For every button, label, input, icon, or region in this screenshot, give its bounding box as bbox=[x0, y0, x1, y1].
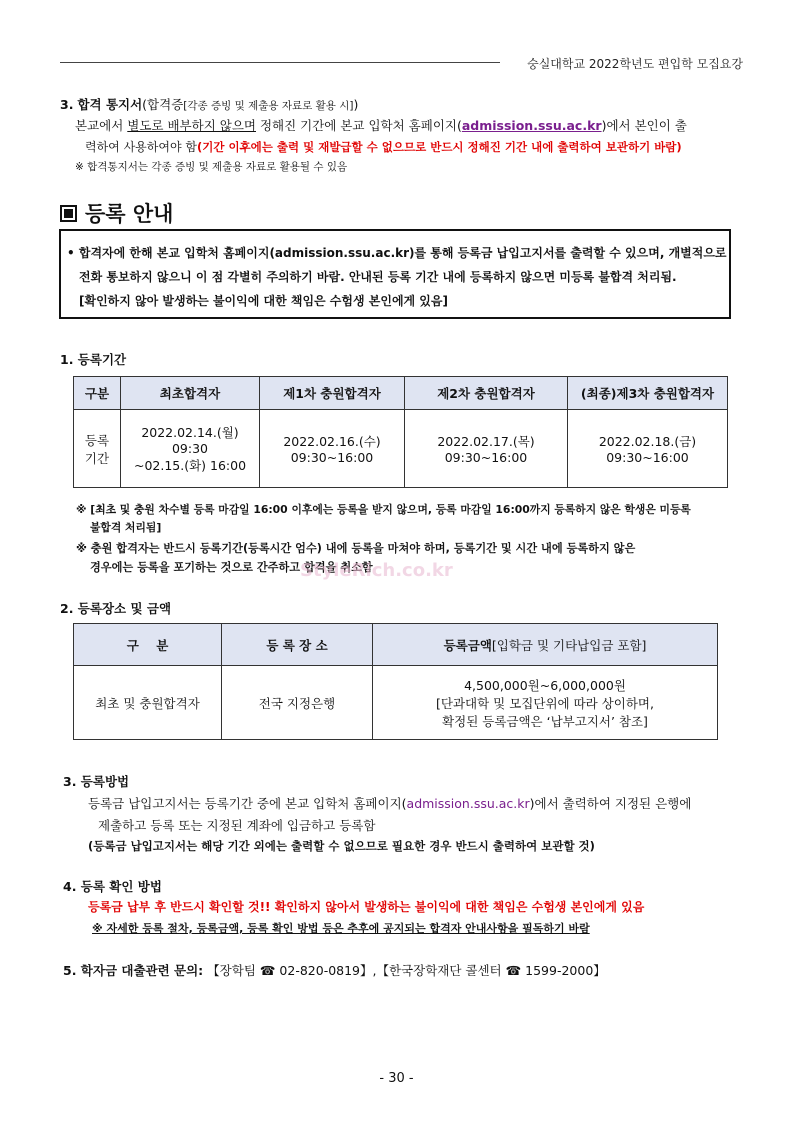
item3-line3: (등록금 납입고지서는 해당 기간 외에는 출력할 수 없으므로 필요한 경우 반드시 출력하여 보관할 것) bbox=[88, 839, 595, 853]
row-label-1: 등록 bbox=[84, 432, 110, 448]
period-line: 09:30~16:00 bbox=[290, 450, 374, 465]
item3-l1-a: 등록금 납입고지서는 등록기간 중에 본교 입학처 홈페이지( bbox=[88, 796, 407, 811]
period-cell bbox=[121, 410, 260, 488]
sec3-l2-red: (기간 이후에는 출력 및 재발급할 수 없으므로 반드시 정해진 기간 내에 출력하여 보관하기 바람) bbox=[196, 140, 682, 154]
item2-title: 2. 등록장소 및 금액 bbox=[60, 601, 172, 616]
period-line: 2022.02.16.(수) bbox=[283, 434, 381, 449]
item3-l1-b: )에서 출력하여 지정된 은행에 bbox=[529, 796, 692, 811]
amount-cell bbox=[373, 666, 718, 740]
table1-header: 최초합격자 bbox=[121, 377, 260, 410]
sec3-paren-open: (합격증 bbox=[142, 97, 184, 112]
period-line: 2022.02.14.(월) 09:30 bbox=[141, 425, 239, 456]
notice-box bbox=[59, 229, 731, 319]
item1-title: 1. 등록기간 bbox=[60, 352, 127, 367]
table2-header: 구 분 bbox=[74, 624, 222, 666]
period-cell bbox=[568, 410, 728, 488]
item5-line bbox=[63, 961, 606, 979]
admission-link[interactable]: admission.ssu.ac.kr bbox=[461, 118, 602, 133]
sec3-line1 bbox=[75, 116, 687, 134]
period-line: 2022.02.18.(금) bbox=[598, 434, 697, 449]
sec3-line2 bbox=[85, 138, 682, 155]
item1-note2b: 경우에는 등록을 포기하는 것으로 간주하고 합격을 취소함 bbox=[90, 561, 373, 574]
item3-line2: 제출하고 등록 또는 지정된 계좌에 입금하고 등록함 bbox=[98, 818, 376, 833]
contact-scholarship-team: 【장학팀 ☎ 02-820-0819】, bbox=[207, 963, 377, 978]
item3-line1 bbox=[88, 794, 691, 812]
admission-link[interactable]: admission.ssu.ac.kr bbox=[406, 796, 530, 811]
header-rule bbox=[60, 62, 500, 63]
table-row bbox=[74, 666, 718, 740]
table1-header: 구분 bbox=[74, 377, 121, 410]
sec3-title: 합격 통지서 bbox=[77, 97, 143, 112]
notice-line2: 전화 통보하지 않으니 이 점 각별히 주의하기 바람. 안내된 등록 기간 내에 등록하지 않으면 미등록 불합격 처리됨. bbox=[79, 270, 677, 284]
place-cell: 전국 지정은행 bbox=[222, 666, 373, 740]
watermark: StyleRich.co.kr bbox=[300, 560, 453, 581]
page-number: - 30 - bbox=[379, 1071, 414, 1086]
amount-header-bold: 등록금액 bbox=[443, 637, 492, 653]
period-line: 09:30~16:00 bbox=[444, 450, 528, 465]
item4-note: ※ 자세한 등록 절차, 등록금액, 등록 확인 방법 등은 추후에 공지되는 합격자 안내사항을 필독하기 바람 bbox=[92, 922, 590, 935]
period-line: ~02.15.(화) 16:00 bbox=[133, 458, 247, 473]
item5-title: 5. 학자금 대출관련 문의: bbox=[63, 963, 204, 978]
sec3-num: 3. bbox=[60, 97, 74, 112]
sec3-paren-small: [각종 증빙 및 제출용 자료로 활용 시] bbox=[183, 100, 354, 112]
sec3-line3: ※ 합격통지서는 각종 증빙 및 제출용 자료로 활용될 수 있음 bbox=[75, 161, 348, 173]
sec3-l1-a: 본교에서 bbox=[75, 118, 128, 133]
sec3-heading bbox=[60, 95, 358, 113]
item1-note1a: ※ [최초 및 충원 차수별 등록 마감일 16:00 이후에는 등록을 받지 않으며, 등록 마감일 16:00까지 등록하지 않은 학생은 미등록 bbox=[76, 503, 691, 516]
section-title bbox=[60, 198, 173, 228]
notice-line1: • 합격자에 한해 본교 입학처 홈페이지(admission.ssu.ac.kr)를 통해 등록금 납입고지서를 출력할 수 있으며, 개별적으로 bbox=[67, 246, 727, 260]
item3-title: 3. 등록방법 bbox=[63, 774, 130, 789]
period-line: 2022.02.17.(목) bbox=[437, 434, 535, 449]
sec3-l1-underline: 별도로 배부하지 않으며 bbox=[127, 118, 256, 133]
amount-line: [단과대학 및 모집단위에 따라 상이하며, bbox=[436, 695, 654, 711]
item1-note1b: 불합격 처리됨] bbox=[90, 521, 162, 534]
section-title-text: 등록 안내 bbox=[85, 202, 174, 226]
registration-period-table bbox=[73, 376, 728, 488]
amount-line: 확정된 등록금액은 ‘납부고지서’ 참조] bbox=[442, 713, 648, 729]
sec3-l2-a: 력하여 사용하여야 함 bbox=[85, 140, 197, 154]
table2-header: 등 록 장 소 bbox=[222, 624, 373, 666]
table-row bbox=[74, 410, 728, 488]
period-line: 09:30~16:00 bbox=[606, 450, 689, 465]
header-title: 숭실대학교 2022학년도 편입학 모집요강 bbox=[527, 57, 743, 71]
registration-place-table bbox=[73, 623, 718, 740]
period-cell bbox=[260, 410, 405, 488]
row-label: 최초 및 충원합격자 bbox=[74, 666, 222, 740]
period-cell bbox=[405, 410, 568, 488]
sec3-paren-close: ) bbox=[353, 97, 359, 112]
sec3-l1-c: 정해진 기간에 본교 입학처 홈페이지( bbox=[255, 118, 462, 133]
table1-header: 제1차 충원합격자 bbox=[260, 377, 405, 410]
row-label-2: 기간 bbox=[84, 450, 110, 466]
row-label bbox=[74, 410, 121, 488]
table1-header: 제2차 충원합격자 bbox=[405, 377, 568, 410]
item4-warning: 등록금 납부 후 반드시 확인할 것!! 확인하지 않아서 발생하는 불이익에 대한 책임은 수험생 본인에게 있음 bbox=[88, 900, 645, 914]
table2-header-amount bbox=[373, 624, 718, 666]
sec3-l1-d: )에서 본인이 출 bbox=[601, 118, 687, 133]
item1-note2a: ※ 충원 합격자는 반드시 등록기간(등록시간 엄수) 내에 등록을 마쳐야 하며, 등록기간 및 시간 내에 등록하지 않은 bbox=[76, 542, 636, 555]
contact-kosaf: 【한국장학재단 콜센터 ☎ 1599-2000】 bbox=[376, 963, 606, 978]
item4-title: 4. 등록 확인 방법 bbox=[63, 879, 162, 894]
amount-line: 4,500,000원~6,000,000원 bbox=[464, 677, 626, 693]
notice-line3: [확인하지 않아 발생하는 불이익에 대한 책임은 수험생 본인에게 있음] bbox=[79, 294, 448, 308]
amount-header-rest: [입학금 및 기타납입금 포함] bbox=[491, 637, 647, 653]
table1-header: (최종)제3차 충원합격자 bbox=[568, 377, 728, 410]
square-bullet-icon bbox=[60, 205, 77, 222]
